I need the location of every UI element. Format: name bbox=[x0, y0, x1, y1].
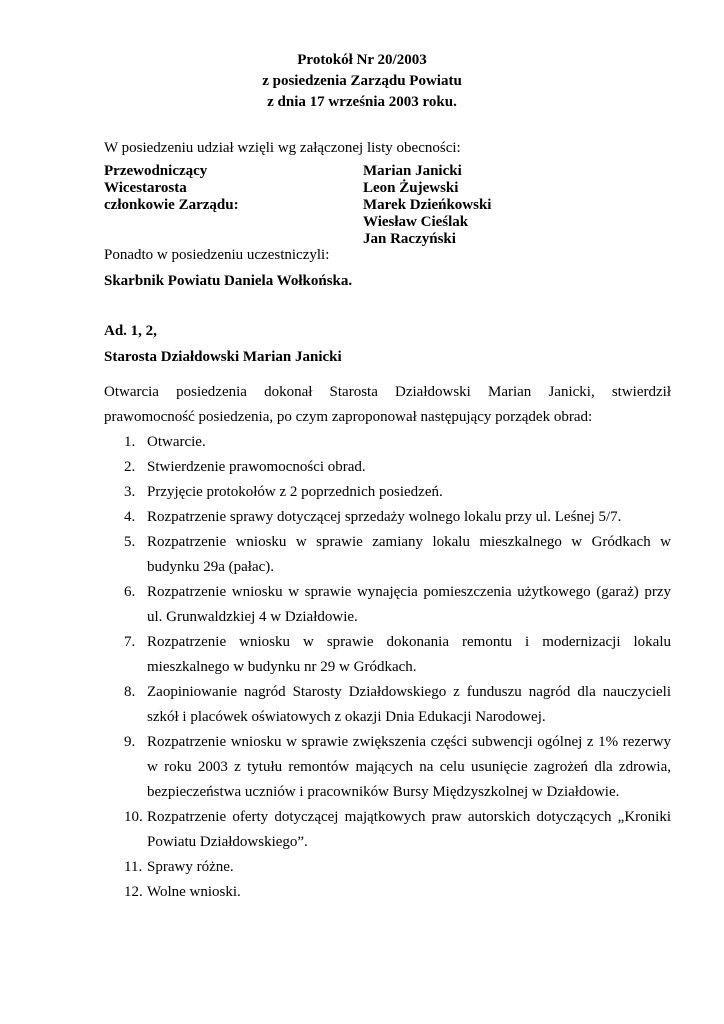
attendee-name: Marek Dzieńkowski bbox=[363, 197, 492, 213]
agenda-item bbox=[104, 855, 671, 880]
agenda-item bbox=[104, 580, 671, 630]
agenda-item-text: Rozpatrzenie wniosku w sprawie wynajęcia pomieszczenia użytkowego (garaż) przy ul. Grunwaldzkiej 4 w Działdowie. bbox=[147, 584, 671, 625]
agenda-item-text: Wolne wnioski. bbox=[147, 884, 241, 900]
agenda-item-text: Rozpatrzenie wniosku w sprawie zamiany lokalu mieszkalnego w Gródkach w budynku 29a (pałac). bbox=[147, 534, 671, 575]
document-title: Protokół Nr 20/2003 bbox=[297, 52, 427, 68]
attendee-name: Jan Raczyński bbox=[363, 231, 456, 247]
attendee-role: Przewodniczący bbox=[104, 163, 208, 179]
agenda-item-number: 12. bbox=[124, 884, 143, 900]
agenda-item bbox=[104, 455, 671, 480]
agenda-list bbox=[104, 430, 671, 905]
section-heading: Ad. 1, 2, bbox=[104, 323, 157, 339]
document-date: z dnia 17 września 2003 roku. bbox=[267, 94, 457, 110]
attendee-name: Wiesław Cieślak bbox=[363, 214, 469, 230]
agenda-item-text: Przyjęcie protokołów z 2 poprzednich posiedzeń. bbox=[147, 484, 443, 500]
agenda-item-text: Rozpatrzenie wniosku w sprawie dokonania remontu i modernizacji lokalu mieszkalnego w budynku nr 29 w Gródkach. bbox=[147, 634, 671, 675]
attendance-intro: W posiedzeniu udział wzięli wg załączonej listy obecności: bbox=[104, 140, 461, 156]
speaker-heading: Starosta Działdowski Marian Janicki bbox=[104, 349, 342, 365]
agenda-item bbox=[104, 805, 671, 855]
agenda-item-number: 2. bbox=[124, 459, 136, 475]
agenda-item bbox=[104, 680, 671, 730]
agenda-item-text: Rozpatrzenie oferty dotyczącej majątkowych praw autorskich dotyczących „Kroniki Powiatu Działdowskiego”. bbox=[147, 809, 671, 850]
agenda-item-text: Sprawy różne. bbox=[147, 859, 234, 875]
agenda-item-number: 8. bbox=[124, 684, 136, 700]
agenda-item-text: Rozpatrzenie wniosku w sprawie zwiększenia części subwencji ogólnej z 1% rezerwy w roku 2003 z tytułu remontów mających na celu usunięcie zagrożeń dla zdrowia, bezpieczeństwa uczniów i pracowników Bursy Międzyszkolnej w Działdowie. bbox=[147, 734, 671, 800]
agenda-item-number: 9. bbox=[124, 734, 136, 750]
document-subtitle: z posiedzenia Zarządu Powiatu bbox=[262, 73, 462, 89]
attendee-name: Leon Żujewski bbox=[363, 180, 459, 196]
attendee-role: członkowie Zarządu: bbox=[104, 197, 239, 213]
also-present-label: Ponadto w posiedzeniu uczestniczyli: bbox=[104, 247, 330, 263]
agenda-item-number: 7. bbox=[124, 634, 136, 650]
also-present-person: Skarbnik Powiatu Daniela Wołkońska. bbox=[104, 273, 353, 289]
agenda-item bbox=[104, 730, 671, 805]
agenda-item bbox=[104, 505, 671, 530]
attendee-name: Marian Janicki bbox=[363, 163, 462, 179]
agenda-item-number: 6. bbox=[124, 584, 136, 600]
agenda-item-text: Rozpatrzenie sprawy dotyczącej sprzedaży wolnego lokalu przy ul. Leśnej 5/7. bbox=[147, 509, 622, 525]
agenda-item bbox=[104, 880, 671, 905]
agenda-item-number: 5. bbox=[124, 534, 136, 550]
agenda-item-number: 1. bbox=[124, 434, 136, 450]
agenda-item-text: Zaopiniowanie nagród Starosty Działdowskiego z funduszu nagród dla nauczycieli szkół i placówek oświatowych z okazji Dnia Edukacji Narodowej. bbox=[147, 684, 671, 725]
agenda-item bbox=[104, 430, 671, 455]
agenda-item-number: 3. bbox=[124, 484, 136, 500]
agenda-item-text: Otwarcie. bbox=[147, 434, 206, 450]
agenda-item bbox=[104, 630, 671, 680]
agenda-item bbox=[104, 480, 671, 505]
agenda-item-number: 4. bbox=[124, 509, 136, 525]
opening-paragraph: Otwarcia posiedzenia dokonał Starosta Działdowski Marian Janicki, stwierdził prawomocność posiedzenia, po czym zaproponował następujący porządek obrad: bbox=[104, 384, 671, 425]
agenda-item-text: Stwierdzenie prawomocności obrad. bbox=[147, 459, 366, 475]
attendee-role: Wicestarosta bbox=[104, 180, 187, 196]
agenda-item-number: 11. bbox=[124, 859, 143, 875]
agenda-item-number: 10. bbox=[124, 809, 143, 825]
agenda-item bbox=[104, 530, 671, 580]
